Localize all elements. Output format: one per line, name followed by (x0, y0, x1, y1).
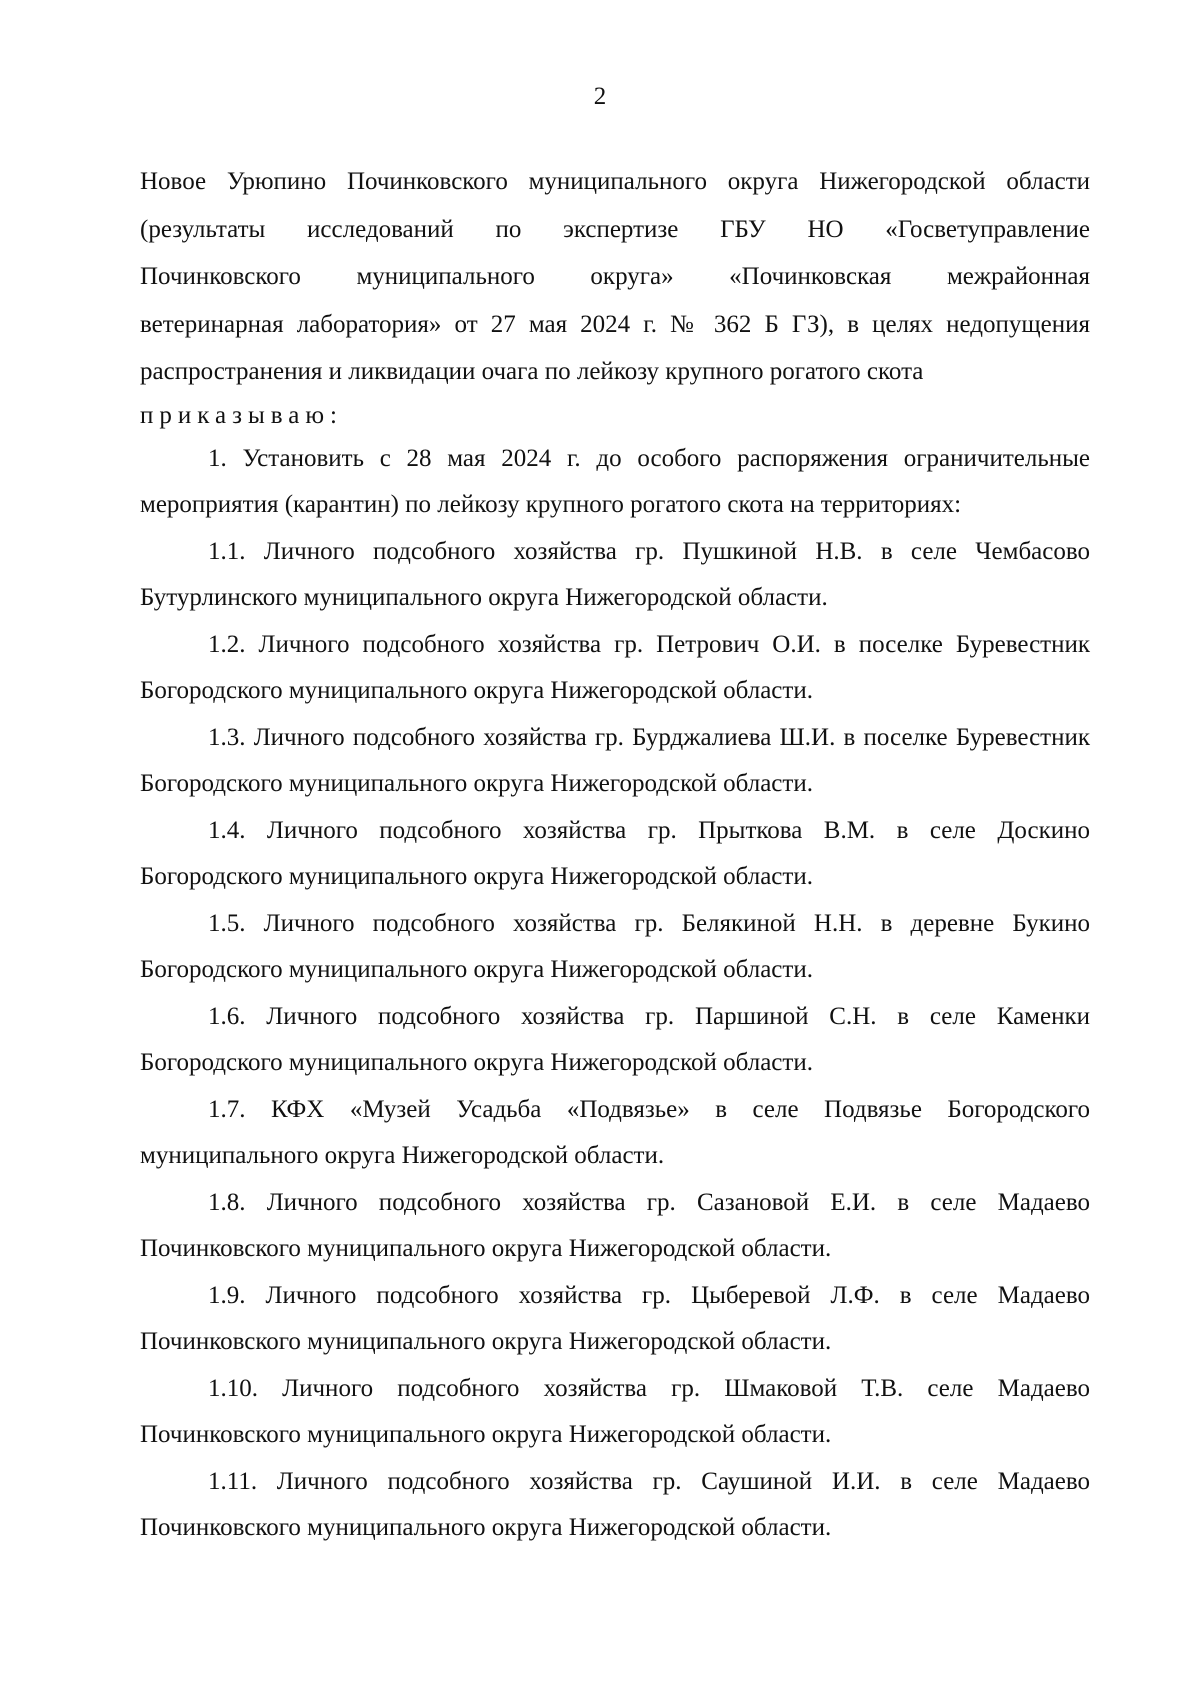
intro-line: ветеринарная лаборатория» от 27 мая 2024 г. № 362 Б ГЗ), в целях недопущения (140, 310, 1090, 338)
intro-line: распространения и ликвидации очага по лейкозу крупного рогатого скота (140, 358, 924, 385)
order-word: приказываю: (140, 401, 343, 429)
list-item: 1.5. Личного подсобного хозяйства гр. Белякиной Н.Н. в деревне Букино Богородского муниципального округа Нижегородской области. (140, 909, 1090, 983)
list-item: 1.9. Личного подсобного хозяйства гр. Цыберевой Л.Ф. в селе Мадаево Починковского муниципального округа Нижегородской области. (140, 1281, 1090, 1355)
intro-line: (результаты исследований по экспертизе ГБУ НО «Госветуправление (140, 215, 1090, 243)
list-item: 1.6. Личного подсобного хозяйства гр. Паршиной С.Н. в селе Каменки Богородского муниципального округа Нижегородской области. (140, 1002, 1090, 1076)
list-item: 1.7. КФХ «Музей Усадьба «Подвязье» в селе Подвязье Богородского муниципального округа Нижегородской области. (140, 1095, 1090, 1169)
intro-line: Починковского муниципального округа» «Починковская межрайонная (140, 263, 1090, 290)
list-item: 1.10. Личного подсобного хозяйства гр. Шмаковой Т.В. селе Мадаево Починковского муниципального округа Нижегородской области. (140, 1374, 1090, 1448)
document-body (140, 158, 1090, 1552)
list-item: 1.4. Личного подсобного хозяйства гр. Прыткова В.М. в селе Доскино Богородского муниципального округа Нижегородской области. (140, 816, 1090, 890)
intro-line: Новое Урюпино Починковского муниципального округа Нижегородской области (140, 168, 1090, 195)
intro-paragraph (140, 158, 1090, 396)
list-item: 1.2. Личного подсобного хозяйства гр. Петрович О.И. в поселке Буревестник Богородского муниципального округа Нижегородской области. (140, 630, 1090, 704)
list-item: 1.11. Личного подсобного хозяйства гр. Саушиной И.И. в селе Мадаево Починковского муниципального округа Нижегородской области. (140, 1467, 1090, 1541)
list-item: 1.1. Личного подсобного хозяйства гр. Пушкиной Н.В. в селе Чембасово Бутурлинского муниципального округа Нижегородской области. (140, 537, 1090, 611)
clause-1: 1. Установить с 28 мая 2024 г. до особого распоряжения ограничительные мероприятия (карантин) по лейкозу крупного рогатого скота на территориях: (140, 444, 1090, 518)
list-item: 1.8. Личного подсобного хозяйства гр. Сазановой Е.И. в селе Мадаево Починковского муниципального округа Нижегородской области. (140, 1188, 1090, 1262)
list-item: 1.3. Личного подсобного хозяйства гр. Бурджалиева Ш.И. в поселке Буревестник Богородского муниципального округа Нижегородской области. (140, 723, 1090, 797)
page-number: 2 (593, 83, 607, 110)
